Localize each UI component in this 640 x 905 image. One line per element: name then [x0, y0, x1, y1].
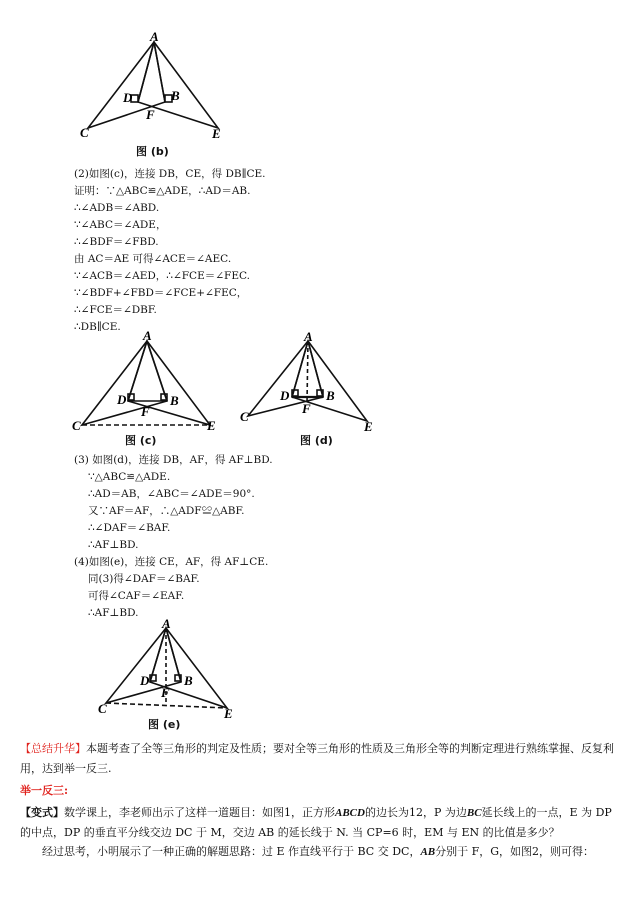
label-c: C [72, 418, 81, 433]
label-e: E [224, 706, 233, 721]
proof-line: ∴DB∥CE. [74, 321, 121, 333]
proof-line: 可得∠CAF＝∠EAF. [88, 590, 185, 602]
label-f: F [141, 404, 150, 419]
label-a: A [162, 616, 171, 631]
label-f: F [146, 107, 155, 122]
think-paragraph [20, 842, 620, 862]
proof-line: ∵∠ABC＝∠ADE， [74, 219, 167, 231]
variant-text-3: 延长线上的一点，E 为 DP 的中点，DP 的垂直平分线交边 DC 于 M，交边 AB 的延长线于 N. 当 CP=6 时，EM 与 EN 的比值是多少？ [20, 806, 612, 839]
figure-c [70, 328, 230, 433]
caption-b: 图 (b) [136, 145, 169, 158]
proof-line: (3) 如图(d)，连接 DB，AF，得 AF⊥BD. [74, 454, 273, 466]
label-b: B [170, 393, 179, 408]
label-b: B [171, 88, 180, 103]
figure-b-diagram [70, 29, 240, 147]
proof-line: 由 AC＝AE 可得∠ACE＝∠AEC. [74, 253, 232, 265]
figure-e-diagram [96, 616, 246, 721]
think-text-1: 经过思考，小明展示了一种正确的解题思路：过 E 作直线平行于 BC 交 DC， [42, 845, 421, 858]
proof-line: ∴∠FCE＝∠DBF. [74, 304, 157, 316]
label-c: C [98, 701, 107, 716]
label-b: B [326, 388, 335, 403]
proof-line: 同(3)得∠DAF＝∠BAF. [88, 573, 200, 585]
proof-line: ∵△ABC≌△ADE. [88, 471, 171, 483]
think-ab: AB [420, 846, 436, 858]
label-c: C [80, 125, 89, 140]
label-f: F [302, 401, 311, 416]
label-e: E [207, 418, 216, 433]
summary-paragraph [20, 739, 620, 779]
label-d: D [123, 90, 133, 105]
label-f: F [161, 685, 170, 700]
label-c: C [240, 409, 249, 424]
variant-paragraph [20, 803, 620, 842]
variant-bc: BC [466, 807, 482, 819]
label-d: D [117, 392, 127, 407]
section-title: 举一反三: [20, 784, 69, 797]
label-d: D [280, 388, 290, 403]
caption-d: 图 (d) [300, 434, 333, 447]
proof-line: (2)如图(c)，连接 DB，CE，得 DB∥CE. [74, 168, 266, 180]
caption-c: 图 (c) [125, 434, 157, 447]
proof-line: ∴∠BDF＝∠FBD. [74, 236, 159, 248]
figure-e [96, 616, 246, 721]
variant-text-2: 的边长为12，P 为边 [364, 806, 467, 819]
proof-line: ∵∠BDF+∠FBD＝∠FCE+∠FEC， [74, 287, 248, 299]
label-e: E [364, 419, 373, 434]
proof-line: 证明：∵△ABC≌△ADE，∴AD＝AB. [74, 185, 251, 197]
variant-tag: 【变式】 [20, 806, 64, 819]
proof-line: ∴AF⊥BD. [88, 539, 139, 551]
figure-c-diagram [70, 328, 230, 433]
think-text-2: 分别于 F，G，如图2，则可得： [435, 845, 595, 858]
proof-line: ∴AD＝AB，∠ABC＝∠ADE＝90°. [88, 488, 255, 500]
label-d: D [140, 673, 150, 688]
caption-e: 图 (e) [148, 718, 181, 731]
figure-d [240, 329, 380, 434]
variant-abcd: ABCD [335, 807, 365, 819]
variant-text-1: 数学课上，李老师出示了这样一道题目：如图1，正方形 [64, 806, 335, 819]
label-a: A [143, 328, 152, 343]
summary-text: 本题考查了全等三角形的判定及性质；要对全等三角形的性质及三角形全等的判断定理进行熟练掌握、反复利用，达到举一反三. [20, 742, 614, 775]
proof-line: 又∵AF＝AF，∴△ADF≌△ABF. [88, 505, 245, 517]
proof-line: ∴AF⊥BD. [88, 607, 139, 619]
summary-tag: 【总结升华】 [20, 742, 86, 755]
proof-line: (4)如图(e)，连接 CE，AF，得 AF⊥CE. [74, 556, 269, 568]
label-a: A [304, 329, 313, 344]
label-b: B [184, 673, 193, 688]
figure-d-diagram [240, 329, 380, 434]
label-e: E [212, 126, 221, 141]
label-a: A [150, 29, 159, 44]
proof-line: ∵∠ACB＝∠AED，∴∠FCE＝∠FEC. [74, 270, 250, 282]
proof-line: ∴∠DAF＝∠BAF. [88, 522, 171, 534]
figure-b [70, 29, 240, 147]
proof-line: ∴∠ADB＝∠ABD. [74, 202, 160, 214]
